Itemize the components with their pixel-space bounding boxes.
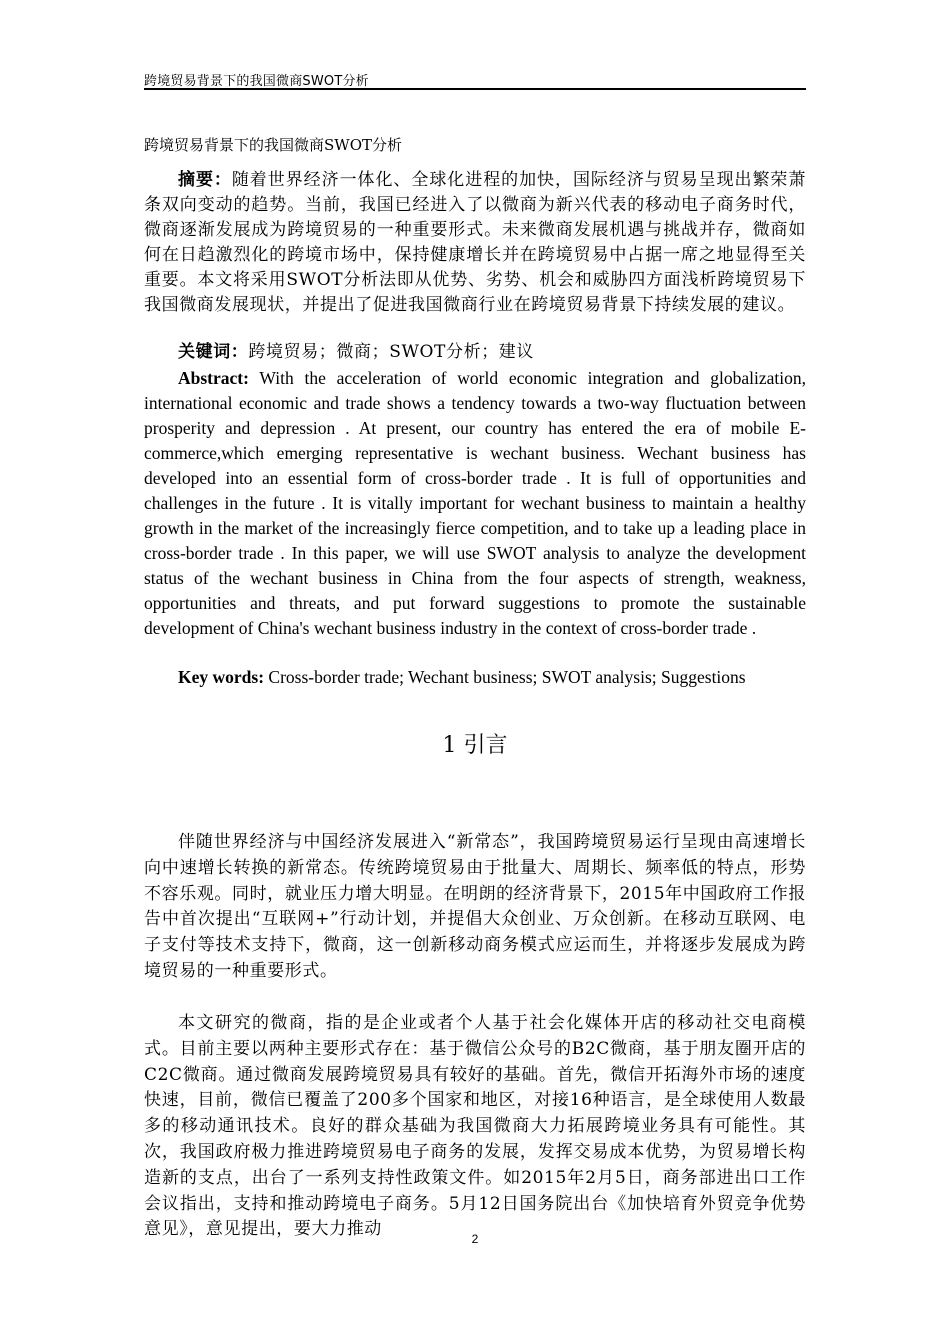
body-paragraph-1: 伴随世界经济与中国经济发展进入“新常态”，我国跨境贸易运行呈现由高速增长向中速增长转换的新常态。传统跨境贸易由于批量大、周期长、频率低的特点，形势不容乐观。同时，就业压力增大明显。在明朗的经济背景下，2015年中国政府工作报告中首次提出“互联网+”行动计划，并提倡大众创业、万众创新。在移动互联网、电子支付等技术支持下，微商，这一创新移动商务模式应运而生，并将逐步发展成为跨境贸易的一种重要形式。 — [144, 832, 806, 981]
abstract-chinese — [144, 168, 806, 318]
section-heading: 1 引言 — [442, 733, 508, 758]
keywords-english — [144, 665, 806, 690]
abstract-cn-label: 摘要： — [178, 170, 232, 190]
header-rule — [144, 88, 806, 90]
keywords-cn-text: 跨境贸易；微商；SWOT分析；建议 — [248, 342, 535, 362]
keywords-en-text: Cross-border trade; Wechant business; SWOT analysis; Suggestions — [264, 667, 746, 687]
body-paragraph-2: 本文研究的微商，指的是企业或者个人基于社会化媒体开店的移动社交电商模式。目前主要以两种主要形式存在：基于微信公众号的B2C微商，基于朋友圈开店的C2C微商。通过微商发展跨境贸易具有较好的基础。首先，微信开拓海外市场的速度快速，目前，微信已覆盖了200多个国家和地区，对接16种语言，是全球使用人数最多的移动通讯技术。良好的群众基础为我国微商大力拓展跨境业务具有可能性。其次，我国政府极力推进跨境贸易电子商务的发展，发挥交易成本优势，为贸易增长构造新的支点，出台了一系列支持性政策文件。如2015年2月5日，商务部进出口工作会议指出，支持和推动跨境电子商务。5月12日国务院出台《加快培育外贸竞争优势意见》，意见提出，要大力推动 — [144, 1013, 806, 1240]
abstract-en-label: Abstract: — [178, 368, 249, 388]
keywords-cn-label: 关键词： — [178, 342, 249, 362]
abstract-english — [144, 366, 806, 641]
keywords-chinese — [144, 340, 806, 365]
keywords-en-label: Key words: — [178, 667, 265, 687]
running-header: 跨境贸易背景下的我国微商SWOT分析 — [144, 74, 369, 89]
page-number: 2 — [471, 1232, 479, 1246]
abstract-en-text: With the acceleration of world economic integration and globalization, international economic and trade shows a tendency towards a two-way fluctuation between prosperity and depression . At present, our country has entered the era of mobile E-commerce,which emerging representative is wechant business. Wechant business has developed into an essential form of cross-border trade . It is full of opportunities and challenges in the future . It is vitally important for wechant business to maintain a healthy growth in the market of the increasingly fierce competition, and to take up a leading place in cross-border trade . In this paper, we will use SWOT analysis to analyze the development status of the wechant business in China from the four aspects of strength, weakness, opportunities and threats, and put forward suggestions to promote the sustainable development of China's wechant business industry in the context of cross-border trade . — [144, 368, 806, 638]
abstract-cn-text: 随着世界经济一体化、全球化进程的加快，国际经济与贸易呈现出繁荣萧条双向变动的趋势。当前，我国已经进入了以微商为新兴代表的移动电子商务时代，微商逐渐发展成为跨境贸易的一种重要形式。未来微商发展机遇与挑战并存，微商如何在日趋激烈化的跨境市场中，保持健康增长并在跨境贸易中占据一席之地显得至关重要。本文将采用SWOT分析法即从优势、劣势、机会和威胁四方面浅析跨境贸易下我国微商发展现状，并提出了促进我国微商行业在跨境贸易背景下持续发展的建议。 — [144, 170, 806, 315]
document-title: 跨境贸易背景下的我国微商SWOT分析 — [144, 136, 402, 154]
